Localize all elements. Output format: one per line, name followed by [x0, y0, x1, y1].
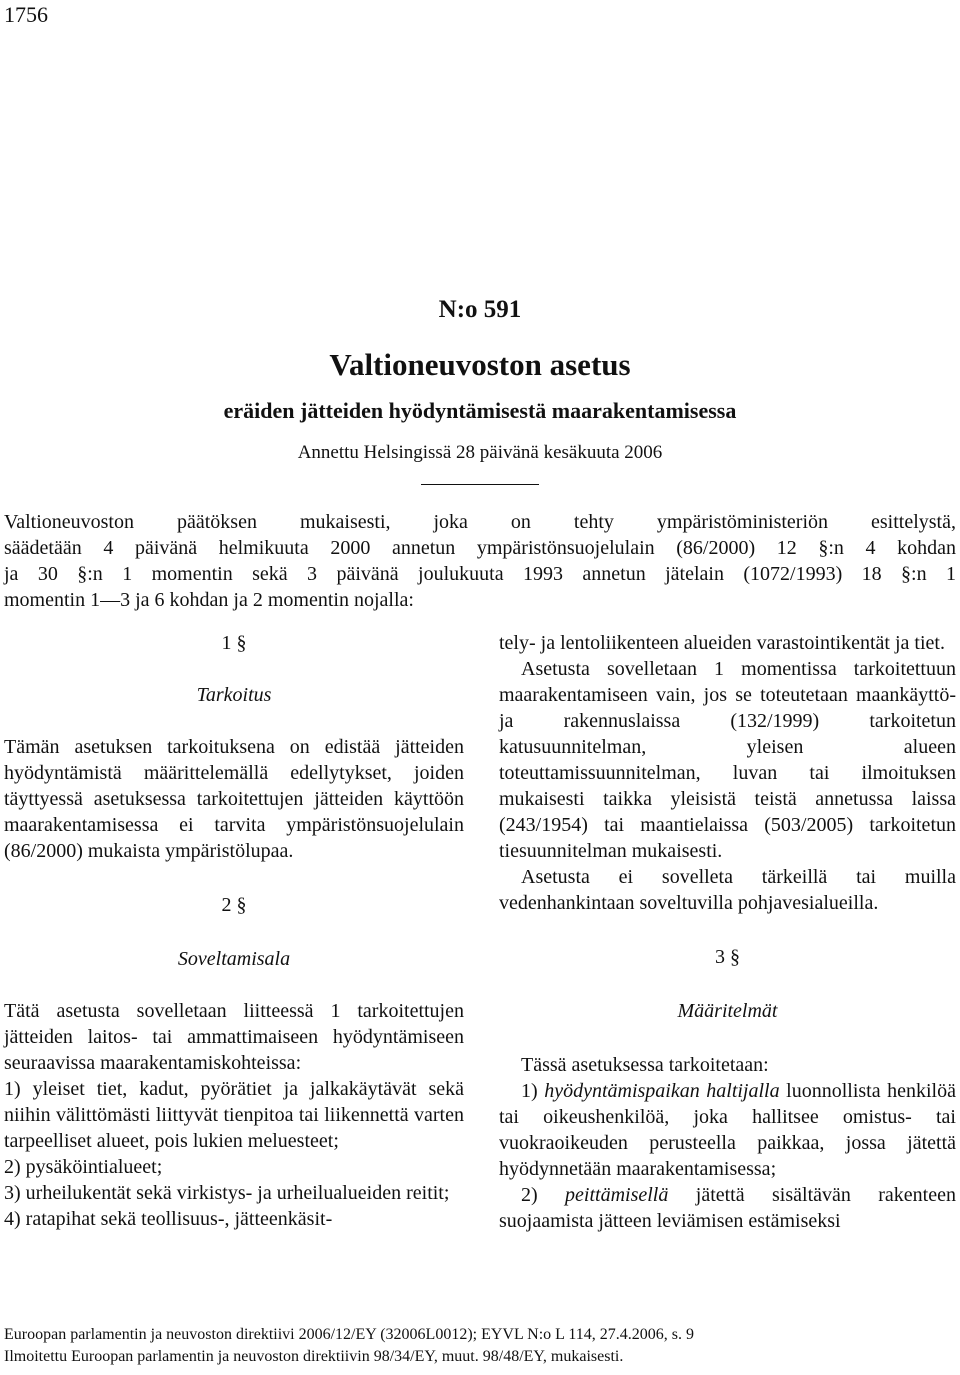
section-1-number: 1 § — [221, 632, 247, 654]
item-1-prefix: 1) — [521, 1080, 545, 1102]
section-2-item-2: 2) pysäköintialueet; — [4, 1156, 163, 1178]
item-2-prefix: 2) — [521, 1184, 566, 1206]
section-3-intro: Tässä asetuksessa tarkoitetaan: — [521, 1054, 769, 1076]
section-2-intro: Tätä asetusta sovelletaan liitteessä 1 tarkoitettujen jätteiden laitos- tai ammattimaiseen hyödyntämiseen seuraavissa maarakentamiskohteissa: — [4, 1000, 464, 1074]
section-2-item-3: 3) urheilukentät sekä virkistys- ja urheilualueiden reitit; — [4, 1182, 450, 1204]
item-1-definition: luonnollista henkilöä tai oikeushenkilöä, joka hallitsee omistus- tai vuokraoikeuden perusteella paikkaa, jossa jätettä hyödynnetään maarakentamisessa; — [499, 1080, 956, 1180]
left-column — [4, 630, 464, 1232]
section-2-item-4-start: 4) ratapihat sekä teollisuus-, jätteenkäsit- — [4, 1208, 333, 1230]
right-column — [499, 630, 956, 1234]
section-3-heading: Määritelmät — [677, 1000, 778, 1022]
preamble-line: säädetään 4 päivänä helmikuuta 2000 annetun ympäristönsuojelulain (86/2000) 12 §:n 4 kohdan — [4, 537, 956, 559]
footnote-directive: Euroopan parlamentin ja neuvoston direktiivi 2006/12/EY (32006L0012); EYVL N:o L 114, 27.4.2006, s. 9 — [4, 1326, 694, 1343]
section-3-item-2 — [499, 1182, 956, 1234]
item-2-definition: jätettä sisältävän rakenteen suojaamista jätteen leviämisen estämiseksi — [499, 1184, 956, 1232]
preamble-line: momentin 1—3 ja 6 kohdan ja 2 momentin nojalla: — [4, 589, 414, 611]
section-2-item-4-cont: tely- ja lentoliikenteen alueiden varastointikentät ja tiet. — [499, 632, 945, 654]
preamble-line: ja 30 §:n 1 momentin sekä 3 päivänä joulukuuta 1993 annetun jätelain (1072/1993) 18 §:n 1 — [4, 563, 956, 585]
page-number: 1756 — [4, 2, 48, 27]
section-2-item-1: 1) yleiset tiet, kadut, pyörätiet ja jalkakäytävät sekä niihin välittömästi liittyvät tienpitoa tai liikennettä varten tarpeelliset alueet, pois lukien meluesteet; — [4, 1078, 464, 1152]
section-2-number: 2 § — [221, 894, 247, 916]
section-3-item-1 — [499, 1078, 956, 1182]
term-hyodyntamispaikan-haltija: hyödyntämispaikan haltijalla — [544, 1080, 780, 1102]
preamble — [4, 509, 956, 613]
preamble-line: Valtioneuvoston päätöksen mukaisesti, joka on tehty ympäristöministeriön esittelystä, — [4, 511, 956, 533]
act-number: N:o 591 — [438, 296, 522, 323]
act-subtitle: eräiden jätteiden hyödyntämisestä maarakentamisessa — [223, 398, 737, 423]
section-2-heading: Soveltamisala — [177, 948, 291, 970]
section-3-number: 3 § — [715, 946, 740, 968]
footnotes — [4, 1324, 956, 1368]
section-1-text: Tämän asetuksen tarkoituksena on edistää jätteiden hyödyntämistä määrittelemällä edellytykset, joiden täyttyessä asetuksessa tarkoitettujen jätteiden käyttöön maarakentamisessa ei tarvita ympäristönsuojelulain (86/2000) mukaista ympäristölupaa. — [4, 736, 464, 862]
title-divider — [421, 484, 539, 485]
act-date-line: Annettu Helsingissä 28 päivänä kesäkuuta 2006 — [297, 442, 663, 463]
section-1-heading: Tarkoitus — [196, 684, 272, 706]
footnote-notification: Ilmoitettu Euroopan parlamentin ja neuvoston direktiivin 98/34/EY, muut. 98/48/EY, mukaisesti. — [4, 1348, 624, 1365]
term-peittaminen: peittämisellä — [565, 1184, 669, 1206]
act-title: Valtioneuvoston asetus — [329, 347, 631, 382]
section-2-paragraph-2: Asetusta sovelletaan 1 momentissa tarkoitettuun maarakentamiseen vain, jos se toteutetaan maankäyttö- ja rakennuslaissa (132/1999) tarkoitetun katusuunnitelman, yleisen alueen toteuttamissuunnitelman, luvan tai ilmoituksen mukaisesti taikka yleisistä teistä annetussa laissa (243/1954) tai maantielaissa (503/2005) tarkoitetun tiesuunnitelman mukaisesti. — [499, 658, 956, 862]
section-2-paragraph-3: Asetusta ei sovelleta tärkeillä tai muilla vedenhankintaan soveltuvilla pohjavesialueilla. — [499, 866, 956, 914]
